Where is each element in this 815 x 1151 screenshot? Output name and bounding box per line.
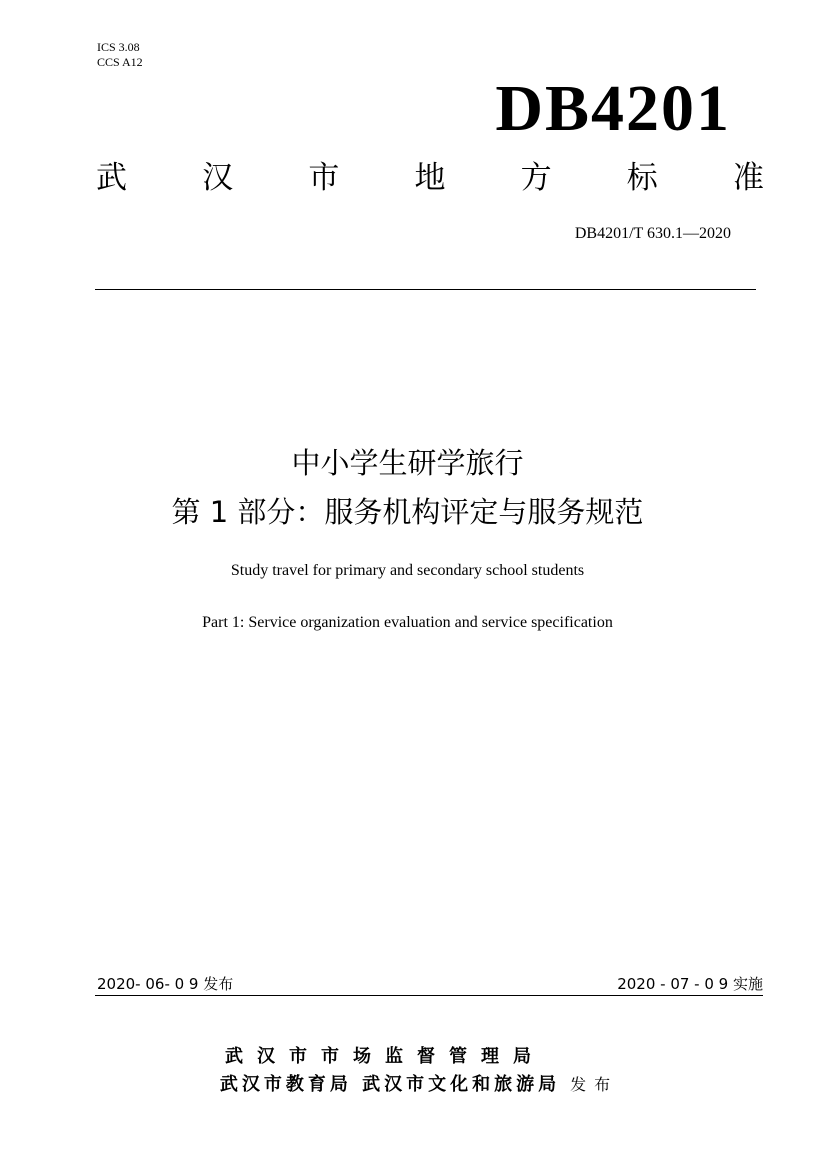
issuer-market-regulation: 武汉市市场监督管理局: [225, 1046, 545, 1067]
issuer-names: 武汉市教育局 武汉市文化和旅游局: [219, 1074, 561, 1095]
standard-type-char: 汉: [202, 160, 234, 196]
standard-type-char: 方: [520, 160, 552, 196]
standard-number: DB4201/T 630.1—2020: [574, 225, 731, 242]
title-english-main: Study travel for primary and secondary school students: [230, 562, 585, 579]
standard-type-char: 标: [626, 160, 658, 196]
implement-date: 2020 - 07 - 0 9 实施: [617, 975, 763, 993]
classification-codes: [97, 40, 143, 70]
title-chinese-part: 第 1 部分：服务机构评定与服务规范: [171, 495, 644, 529]
header-divider: [95, 289, 756, 290]
ics-code: ICS 3.08: [97, 40, 140, 54]
issuer-education-culture: [0, 1073, 815, 1097]
standard-type-char: 市: [308, 160, 340, 196]
standard-type-char: 准: [732, 160, 764, 196]
standard-type-char: 武: [96, 160, 127, 196]
footer-divider: [95, 995, 763, 996]
standard-type-char: 地: [414, 160, 446, 196]
issue-word: 发布: [570, 1075, 619, 1094]
title-english-part: Part 1: Service organization evaluation and service specification: [202, 614, 613, 631]
standard-type: [96, 158, 764, 198]
ccs-code: CCS A12: [97, 55, 143, 69]
standard-code: DB4201: [495, 72, 731, 145]
title-chinese-main: 中小学生研学旅行: [291, 446, 524, 480]
publish-date: 2020- 06- 0 9 发布: [97, 975, 234, 993]
